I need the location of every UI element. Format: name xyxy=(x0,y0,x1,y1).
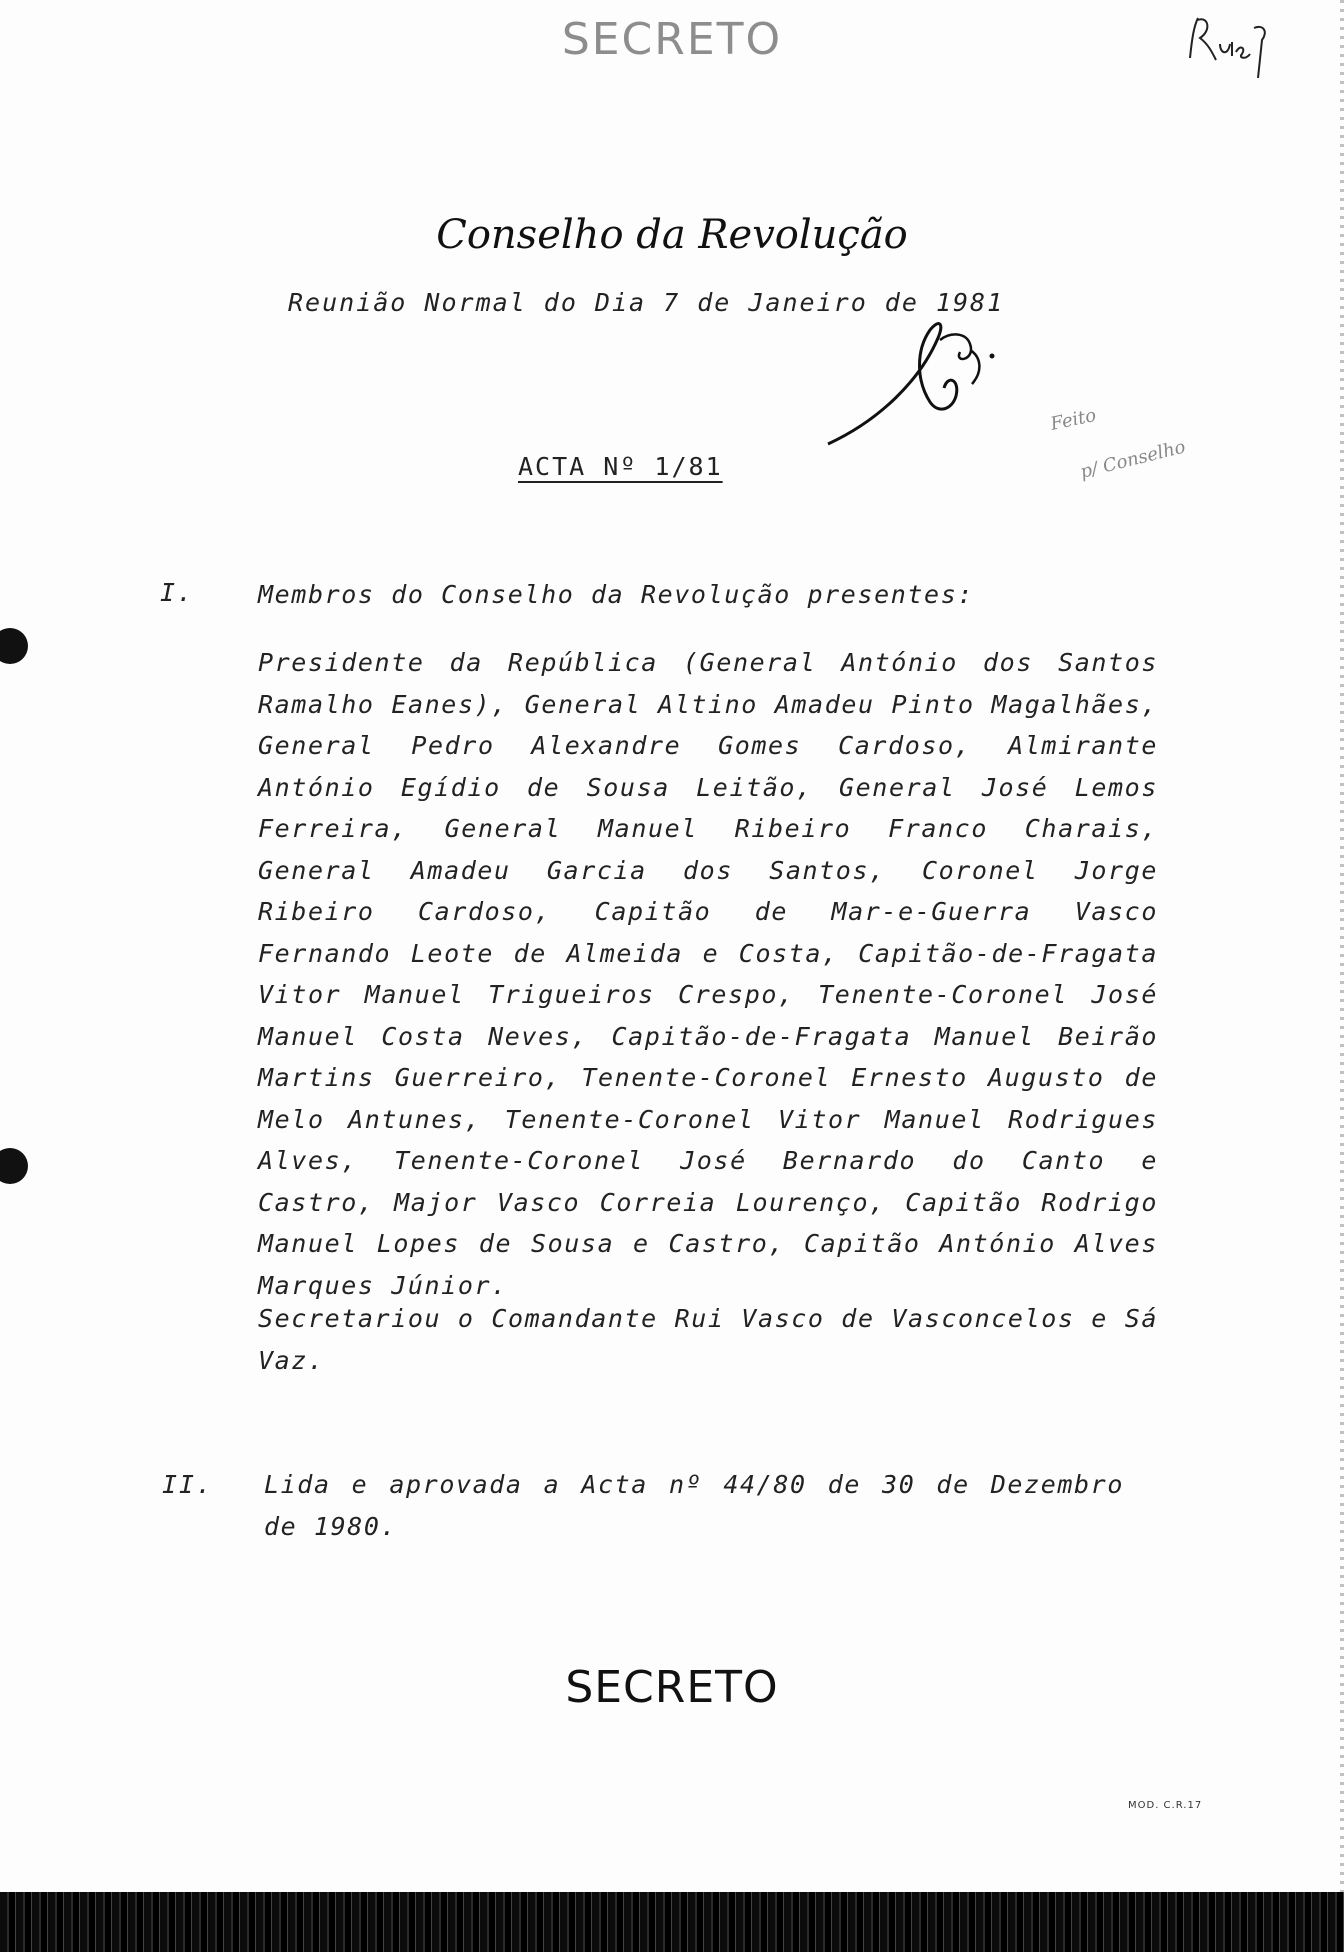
meeting-date-line: Reunião Normal do Dia 7 de Janeiro de 1981 xyxy=(288,288,1005,317)
punch-hole-upper xyxy=(0,628,28,664)
scan-bottom-edge xyxy=(0,1892,1344,1952)
svg-text:p/ Conselho: p/ Conselho xyxy=(1078,436,1188,483)
signature-mark xyxy=(820,310,1020,460)
secretary-paragraph: Secretariou o Comandante Rui Vasco de Vasconcelos e Sá Vaz. xyxy=(258,1304,1158,1375)
section-one-heading: Membros do Conselho da Revolução presentes: xyxy=(258,580,975,609)
secret-stamp-top: SECRETO xyxy=(561,14,783,65)
handwritten-side-note xyxy=(1042,386,1302,496)
form-code: MOD. C.R.17 xyxy=(1128,1800,1203,1811)
punch-hole-lower xyxy=(0,1148,28,1184)
svg-text:Feito: Feito xyxy=(1048,404,1099,435)
secret-stamp-bottom: SECRETO xyxy=(565,1662,779,1713)
section-two-text: Lida e aprovada a Acta nº 44/80 de 30 de Dezembro de 1980. xyxy=(264,1470,1124,1541)
scan-right-edge xyxy=(1340,0,1344,1892)
organization-title: Conselho da Revolução xyxy=(436,212,908,258)
acta-number: ACTA Nº 1/81 xyxy=(518,452,723,481)
section-two-number: II. xyxy=(162,1470,214,1499)
handwritten-corner-note xyxy=(1184,8,1276,88)
members-paragraph: Presidente da República (General António dos Santos Ramalho Eanes), General Altino Amadeu Pinto Magalhães, General Pedro Alexandre Gomes Cardoso, Almirante António Egídio de Sousa Leitão, General José Lemos Ferreira, General Manuel Ribeiro Franco Charais, General Amadeu Garcia dos Santos, Coronel Jorge Ribeiro Cardoso, Capitão de Mar-e-Guerra Vasco Fernando Leote de Almeida e Costa, Capitão-de-Fragata Vitor Manuel Trigueiros Crespo, Tenente-Coronel José Manuel Costa Neves, Capitão-de-Fragata Manuel Beirão Martins Guerreiro, Tenente-Coronel Ernesto Augusto de Melo Antunes, Tenente-Coronel Vitor Manuel Rodrigues Alves, Tenente-Coronel José Bernardo do Canto e Castro, Major Vasco Correia Lourenço, Capitão Rodrigo Manuel Lopes de Sousa e Castro, Capitão António Alves Marques Júnior. xyxy=(258,648,1158,1300)
section-one-number: I. xyxy=(160,578,195,607)
